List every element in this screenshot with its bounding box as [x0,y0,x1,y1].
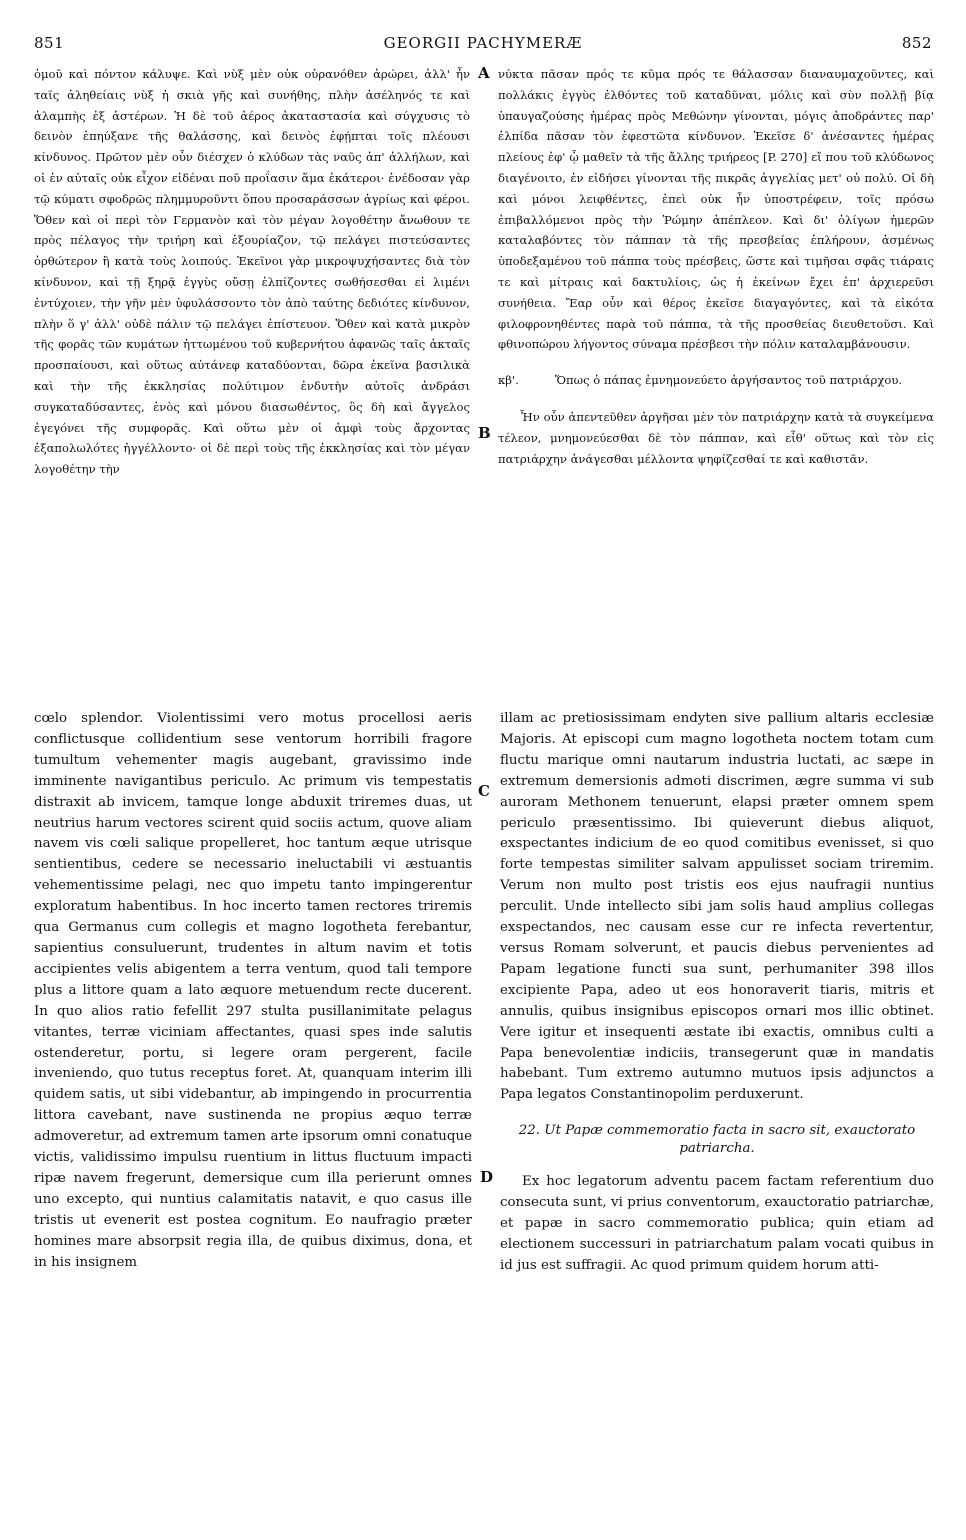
greek-left-paragraph: ὁμοῦ καὶ πόντον κάλυψε. Καὶ νὺξ μὲν οὐκ οὐρανόθεν ἀρώρει, ἀλλ' ἦν ταῖς ἀληθείαις νὺξ ἡ σκιὰ γῆς καὶ συνήθης, πλὴν ἀσέληνός τε καὶ ἀλαμπὴς ἐξ ἀστέρων. Ἡ δὲ τοῦ ἀέρος ἀκαταστασία καὶ σύγχυσις τὸ δεινὸν ἐπηύξανε τῆς θαλάσσης, καὶ δεινὸς ἐφῄπται τοῖς πλέουσι κίνδυνος. Πρῶτον μὲν οὖν διέσχεν ὁ κλύδων τὰς ναῦς ἀπ' ἀλλήλων, καὶ οἱ ἐν αὐταῖς οὐκ εἶχον εἰδέναι ποῦ προΐασιν ἅμα ἑκάτεροι· ἐνέδοσαν γὰρ τῷ κύματι σφοδρῶς πλημμυροῦντι ὅπου προσαράσσων ἀγρίως καὶ φέροι. Ὅθεν καὶ οἱ περὶ τὸν Γερμανὸν καὶ τὸν μέγαν λογοθέτην ἄνωθουν τε πρὸς πέλαγος τὴν τριήρη καὶ ἐξουρίαζον, τῷ πελάγει πιστεύσαντες ὀρθώτερον ἢ κατὰ τοὺς λοιπούς. Ἐκεῖνοι γὰρ μικροψυχήσαντες διὰ τὸν κίνδυνον, καὶ τῇ ξηρᾷ ἐγγὺς οὔσῃ ἐλπίζοντες σωθήσεσθαι εἰ λιμένι ἐντύχοιεν, τὴν γῆν μὲν ὑφυλάσσοντο τὸν ἀπὸ ταύτης δεδιότες κίνδυνον, πλὴν ὅ γ' ἀλλ' οὐδὲ πάλιν τῷ πελάγει ἐπίστευον. Ὅθεν καὶ κατὰ μικρὸν τῆς φορᾶς τῶν κυμάτων ἡττωμένου τοῦ κυβερνήτου ἀφανῶς ταῖς ἀκταῖς προσπαίουσι, καὶ οὕτως αὐτάνεφ καταδύονται, δῶρα ἐκεῖνα βασιλικὰ καὶ τὴν τῆς ἐκκλησίας πολύτιμον ἐνδυτὴν αὐτοῖς ἀνδράσι συγκαταδύσαντες, ἑνὸς καὶ μόνου διασωθέντος, ὃς δὴ καὶ ἄγγελος ἐγεγόνει τῆς συμφορᾶς. Καὶ οὕτω μὲν οἱ ἀμφὶ τοὺς ἄρχοντας ἐξαπολωλότες ἠγγέλλοντο· οἱ δὲ περὶ τοὺς τῆς ἐκκλησίας καὶ τὸν μέγαν λογοθέτην τὴν [34,67,470,477]
page-number-right: 852 [901,34,932,52]
latin-chapter-heading: 22. Ut Papæ commemoratio facta in sacro sit, exauctorato patriarcha. [518,1123,916,1157]
greek-column-right [498,64,934,470]
greek-chapter-number: κβ'. [498,373,519,388]
greek-chapter-heading [498,371,934,389]
margin-letter-c: C [478,782,490,800]
greek-column-left [34,64,470,480]
latin-right-paragraph-2: Ex hoc legatorum adventu pacem factam referentium duo consecuta sunt, vi prius conventorum, exauctoratio patriarchæ, et papæ in sacro commemoratio publica; quin etiam ad electionem successuri in patriarchatum palam vocati quibus in id jus est suffragii. Ac quod primum quidem horum atti- [500,1174,934,1273]
margin-letter-d: D [480,1168,494,1186]
latin-left-paragraph: cœlo splendor. Violentissimi vero motus procellosi aeris conflictusque collidentium sese ventorum horribili fragore tumultum vehementer magis augebant, gravissimo inde imminente navigantibus periculo. Ac primum vis tempestatis distraxit ab invicem, tamque longe abduxit triremes duas, ut neutrius harum vectores scirent quid sociis actum, quove aliam navem vis cœli salique propelleret, hoc tantum æque utrisque sentientibus, cedere se necessario ineluctabili vi æstuantis vehementissime pelagi, nec quo impetu tanto impingerentur exploratum habentibus. In hoc incerto tamen rectores triremis qua Germanus cum collegis et magno logotheta ferebantur, sapientius consuluerunt, trudentes in altum navim et totis accipientes velis abigentem a terra ventum, quod tali tempore plus a littore quam a lato æquore metuendum recte ducerent. In quo alios ratio fefellit 297 stulta pusillanimitate pelagus vitantes, terræ viciniam affectantes, quasi spes inde salutis ostenderetur, portu, si legere oram pergerent, facile inveniendo, quo tutus receptus foret. At, quanquam interim illi quidem satis, ut sibi videbantur, ab impingendo in procurrentia littora cavebant, nave sustinenda ne propius æquo terræ admoveretur, ad extremum tamen arte ipsorum omni conatuque victis, validissimo impulsu ruentium in littus fluctuum impacti ripæ navem fregerunt, demersique cum illa perierunt omnes uno excepto, qui nuntius calamitatis natavit, e quo casus ille tristis ut evenerit est postea cognitum. Eo naufragio præter homines mare absorpsit regia illa, de quibus diximus, dona, et in his insignem [34,711,472,1270]
running-header [34,34,932,56]
greek-chapter-title: Ὅπως ὁ πάπας ἐμνημονεύετο ἀργήσαντος τοῦ πατριάρχου. [554,373,903,388]
latin-right-paragraph-1: illam ac pretiosissimam endyten sive pallium altaris ecclesiæ Majoris. At episcopi cum magno logotheta noctem totam cum fluctu marique omni nautarum industria luctati, ac sæpe in extremum demersionis admoti discrimen, ægre summa vi sub auroram Methonem tenuerunt, elapsi præter omnem spem periculo præsentissimo. Ibi quieverunt diebus aliquot, exspectantes indicium de eo quod comitibus evenisset, si quo forte tempestas similiter salvam appulisset sociam triremim. Verum non multo post tristis eos ejus naufragii nuntius perculit. Unde intellecto sibi jam solis haud amplius collegas exspectandos, nec causam esse cur re infecta revertentur, versus Romam solverunt, et paucis diebus pervenientes ad Papam legatione functi sua sunt, perhumaniter 398 illos excipiente Papa, adeo ut eos honoraverit tiaris, mitris et annulis, quibus insignibus episcopos ornari mos illic obtinet. Vere igitur et insequenti æstate ibi exactis, omnibus culti a Papa benevolentiæ indiciis, transegerunt quæ in mandatis habebant. Tum extremo autumno mutuos ipsis adjunctos a Papa legatos Constantinopolim perduxerunt. [500,711,934,1103]
greek-right-paragraph-1: νύκτα πᾶσαν πρός τε κῦμα πρός τε θάλασσαν διαναυμαχοῦντες, καὶ πολλάκις ἐγγὺς ἐλθόντες τοῦ καταδῦναι, μόλις καὶ σὺν πολλῇ βίᾳ ὑπαυγαζούσης ἡμέρας πρὸς Μεθώνην γίνονται, μόγις ἀποδράντες παρ' ἐλπίδα πᾶσαν τὸν ἐφεστῶτα κίνδυνον. Ἐκεῖσε δ' ἀνέσαντες ἡμέρας πλείους ἐφ' ᾧ μαθεῖν τὰ τῆς ἄλλης τριήρεος [P. 270] εἴ που τοῦ κλύδωνος διαγένοιτο, ἐν εἰδήσει γίνονται τῆς πικρᾶς ἀγγελίας μετ' οὐ πολύ. Οἱ δὴ καὶ μόνοι λειφθέντες, ἐπεὶ οὐκ ἦν ὑποστρέφειν, τοῖς πρόσω ἐπιβαλλόμενοι πρὸς τὴν Ῥώμην ἀπέπλεον. Καὶ δι' ὀλίγων ἡμερῶν καταλαβόντες τὸν πάππαν τὰ τῆς πρεσβείας ἐπλήρουν, ἀσμένως ὑποδεξαμένου τοῦ πάππα τοὺς πρέσβεις, ὥστε καὶ τιμῆσαι σφᾶς τιάραις τε καὶ μίτραις καὶ δακτυλίοις, ὡς ἡ ἐκείνων ἔχει ἐπ' ἀρχιερεῦσι συνήθεια. Ἔαρ οὖν καὶ θέρος ἐκεῖσε διαγαγόντες, καὶ τὰ εἰκότα φιλοφρονηθέντες παρὰ τοῦ πάππα, τὰ τῆς προσθείας διευθετοῦσι. Καὶ φθινοπώρου λήγοντος σύναμα πρέσβεσι τὴν πόλιν καταλαμβάνουσιν. [498,67,934,352]
latin-column-left [34,709,472,1273]
margin-letter-b: B [478,424,491,442]
greek-right-paragraph-2: Ἦν οὖν ἀπεντεῦθεν ἀργῆσαι μὲν τὸν πατριάρχην κατὰ τὰ συγκείμενα τέλεον, μνημονεύεσθαι δὲ τὸν πάππαν, καὶ εἶθ' οὕτως καὶ τὸν εἰς πατριάρχην ἀνάγεσθαι μέλλοντα ψηφίζεσθαί τε καὶ καθιστᾶν. [498,410,934,466]
running-title: GEORGII PACHYMERÆ [383,34,583,52]
margin-letter-a: A [478,64,490,82]
page-number-left: 851 [34,34,65,52]
latin-column-right [500,709,934,1277]
